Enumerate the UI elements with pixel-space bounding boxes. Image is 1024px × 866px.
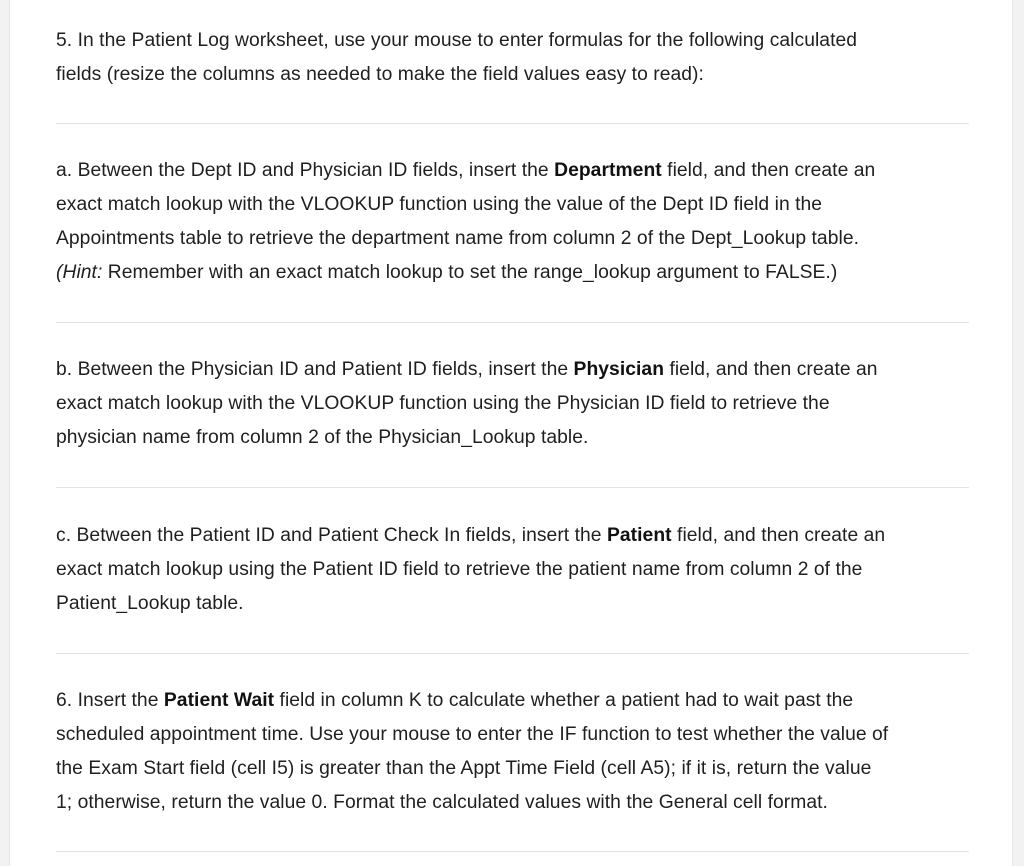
step-a-line-1 [56,154,971,188]
question-6-field-name: Patient Wait [163,690,275,711]
step-a [56,154,971,290]
question-6-line-2: scheduled appointment time. Use your mouse to enter the IF function to test whether the value of [56,724,889,745]
question-6-line-3: the Exam Start field (cell I5) is greater than the Appt Time Field (cell A5); if it is, return the value [56,758,872,779]
step-c-tail: field, and then create an [671,525,886,546]
step-b-line-1 [56,353,971,387]
question-5-line-1: 5. In the Patient Log worksheet, use your mouse to enter formulas for the following calculated [56,30,858,51]
step-b-line-3: physician name from column 2 of the Physician_Lookup table. [56,427,589,448]
step-c-line-1 [56,519,971,553]
step-a-line-2: exact match lookup with the VLOOKUP function using the value of the Dept ID field in the [56,194,823,215]
step-c [56,519,971,621]
step-b [56,353,971,455]
step-a-line-3: Appointments table to retrieve the department name from column 2 of the Dept_Lookup table. [56,228,859,249]
step-a-field-name: Department [554,160,662,181]
step-b-intro: b. Between the Physician ID and Patient ID fields, insert the [56,359,574,380]
step-a-tail: field, and then create an [661,160,876,181]
content-card [9,0,1013,866]
step-c-intro: c. Between the Patient ID and Patient Check In fields, insert the [56,525,607,546]
step-c-line-3: Patient_Lookup table. [56,593,244,614]
hint-label: (Hint: [56,262,103,283]
hint-text: Remember with an exact match lookup to set the range_lookup argument to FALSE.) [102,262,838,283]
question-6-intro: 6. Insert the [56,690,164,711]
question-6 [56,684,971,820]
step-a-intro: a. Between the Dept ID and Physician ID fields, insert the [56,160,555,181]
divider [56,653,969,654]
step-c-line-2: exact match lookup using the Patient ID field to retrieve the patient name from column 2 of the [56,559,863,580]
question-6-tail: field in column K to calculate whether a patient had to wait past the [274,690,854,711]
question-5 [56,24,971,92]
divider [56,123,969,124]
step-b-field-name: Physician [573,359,665,380]
question-5-line-2: fields (resize the columns as needed to make the field values easy to read): [56,64,704,85]
divider [56,851,969,852]
step-b-line-2: exact match lookup with the VLOOKUP function using the Physician ID field to retrieve the [56,393,830,414]
question-6-line-4: 1; otherwise, return the value 0. Format the calculated values with the General cell format. [56,792,828,813]
step-b-tail: field, and then create an [664,359,878,380]
step-c-field-name: Patient [606,525,672,546]
divider [56,322,969,323]
question-6-line-1 [56,684,971,718]
step-a-hint [56,256,971,290]
divider [56,487,969,488]
